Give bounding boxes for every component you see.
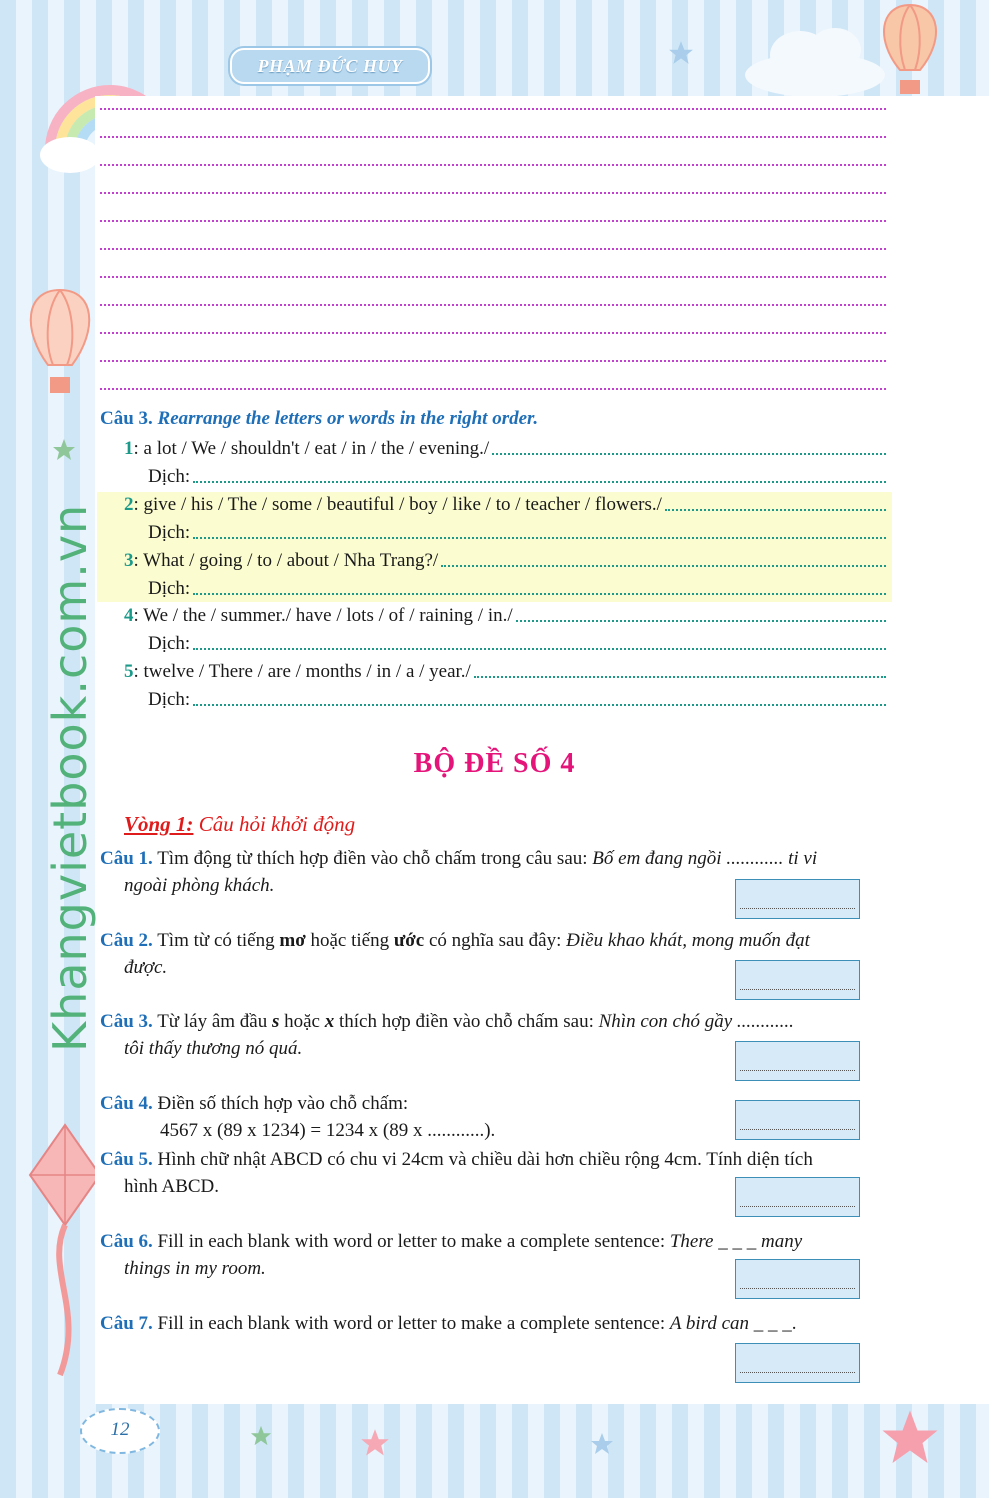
question-text: Tìm động từ thích hợp điền vào chỗ chấm trong câu sau:	[152, 848, 593, 869]
answer-line[interactable]	[100, 332, 886, 334]
question-sentence: There _ _ _ many	[669, 1231, 803, 1252]
answer-box[interactable]	[735, 1343, 860, 1383]
answer-line[interactable]	[100, 360, 886, 362]
keyword: x	[324, 1011, 335, 1032]
rearrange-item	[124, 436, 886, 460]
hot-air-balloon-icon	[20, 285, 100, 405]
question-sentence: Bố em đang ngồi ............ ti vi	[592, 848, 818, 869]
rearrange-item	[124, 492, 886, 516]
translation-row	[148, 520, 886, 544]
answer-box[interactable]	[735, 1259, 860, 1299]
answer-line[interactable]	[492, 453, 886, 455]
item-number: 3	[124, 550, 134, 571]
kite-illustration	[25, 1120, 105, 1380]
item-text: : What / going / to / about / Nha Trang?/	[133, 550, 439, 571]
author-tag: PHẠM ĐỨC HUY	[230, 48, 430, 84]
item-text: : We / the / summer./ have / lots / of / raining / in./	[133, 605, 513, 626]
hot-air-balloon-icon	[870, 0, 950, 100]
star-icon	[360, 1428, 390, 1458]
question-label: Câu 1.	[100, 848, 153, 869]
question-sentence: things in my room.	[124, 1258, 266, 1279]
question-text: Fill in each blank with word or letter to make a complete sentence:	[152, 1313, 670, 1334]
item-number: 4	[124, 605, 134, 626]
translation-row	[148, 631, 886, 655]
answer-line[interactable]	[474, 676, 886, 678]
answer-line[interactable]	[100, 108, 886, 110]
item-number: 1	[124, 438, 134, 459]
question-sentence: tôi thấy thương nó quá.	[124, 1038, 303, 1059]
answer-line[interactable]	[100, 220, 886, 222]
section-title: BỘ ĐỀ SỐ 4	[413, 748, 576, 779]
star-icon	[880, 1408, 940, 1468]
watermark-text: Khangvietbook.com.vn	[43, 503, 97, 1052]
exercise-instruction: Rearrange the letters or words in the right order.	[157, 408, 539, 429]
question-sentence: A bird can _ _ _	[669, 1313, 792, 1334]
page-number: 12	[80, 1408, 160, 1454]
answer-box[interactable]	[735, 879, 860, 919]
answer-line[interactable]	[665, 509, 886, 511]
question-text: Fill in each blank with word or letter to make a complete sentence:	[152, 1231, 670, 1252]
keyword: ước	[393, 930, 425, 951]
item-text: : a lot / We / shouldn't / eat / in / the / evening./	[133, 438, 490, 459]
answer-line[interactable]	[193, 481, 886, 483]
question-text: có nghĩa sau đây:	[424, 930, 567, 951]
translate-label: Dịch:	[148, 633, 191, 654]
rearrange-item	[124, 603, 886, 627]
rearrange-item	[124, 548, 886, 572]
translation-row	[148, 464, 886, 488]
answer-box[interactable]	[735, 1041, 860, 1081]
translate-label: Dịch:	[148, 689, 191, 710]
keyword: s	[271, 1011, 280, 1032]
question-sentence: Nhìn con chó gầy ............	[598, 1011, 794, 1032]
question-label: Câu 2.	[100, 930, 153, 951]
question-text: thích hợp điền vào chỗ chấm sau:	[334, 1011, 599, 1032]
question-label: Câu 3.	[100, 1011, 153, 1032]
question-7	[100, 1310, 892, 1337]
answer-line[interactable]	[193, 593, 886, 595]
answer-line[interactable]	[441, 565, 886, 567]
question-text: .	[791, 1313, 797, 1334]
answer-line[interactable]	[100, 304, 886, 306]
translate-label: Dịch:	[148, 578, 191, 599]
answer-line[interactable]	[100, 164, 886, 166]
question-text: hoặc tiếng	[305, 930, 394, 951]
cloud-illustration	[740, 20, 890, 100]
question-sentence: Điều khao khát, mong muốn đạt	[566, 930, 810, 951]
question-label: Câu 5.	[100, 1149, 153, 1170]
translate-label: Dịch:	[148, 522, 191, 543]
question-sentence: ngoài phòng khách.	[124, 875, 275, 896]
answer-line[interactable]	[100, 388, 886, 390]
star-icon	[250, 1425, 272, 1447]
translation-row	[148, 576, 886, 600]
answer-box[interactable]	[735, 1177, 860, 1217]
round-label: Vòng 1:	[124, 812, 194, 836]
question-text: hình ABCD.	[124, 1176, 220, 1197]
question-expression: 4567 x (89 x 1234) = 1234 x (89 x ............).	[160, 1120, 496, 1141]
item-number: 2	[124, 494, 134, 515]
question-text: Tìm từ có tiếng	[152, 930, 280, 951]
answer-line[interactable]	[516, 620, 886, 622]
question-text: Từ láy âm đầu	[152, 1011, 272, 1032]
item-text: : give / his / The / some / beautiful / boy / like / to / teacher / flowers./	[133, 494, 662, 515]
answer-box[interactable]	[735, 960, 860, 1000]
answer-line[interactable]	[100, 248, 886, 250]
answer-line[interactable]	[193, 537, 886, 539]
question-label: Câu 7.	[100, 1313, 153, 1334]
answer-line[interactable]	[193, 704, 886, 706]
question-sentence: được.	[124, 957, 168, 978]
exercise-label: Câu 3.	[100, 408, 153, 429]
question-label: Câu 4.	[100, 1093, 153, 1114]
question-label: Câu 6.	[100, 1231, 153, 1252]
answer-line[interactable]	[100, 192, 886, 194]
question-text: hoặc	[279, 1011, 325, 1032]
exercise-heading	[100, 408, 538, 430]
answer-box[interactable]	[735, 1100, 860, 1140]
star-icon	[52, 438, 76, 462]
answer-line[interactable]	[100, 136, 886, 138]
star-icon	[668, 40, 694, 66]
answer-line[interactable]	[100, 276, 886, 278]
question-text: Hình chữ nhật ABCD có chu vi 24cm và chiều dài hơn chiều rộng 4cm. Tính diện tích	[152, 1149, 813, 1170]
translate-label: Dịch:	[148, 466, 191, 487]
question-text: Điền số thích hợp vào chỗ chấm:	[152, 1093, 409, 1114]
answer-line[interactable]	[193, 648, 886, 650]
item-text: : twelve / There / are / months / in / a / year./	[133, 661, 471, 682]
keyword: mơ	[279, 930, 306, 951]
round-title: Câu hỏi khởi động	[193, 812, 356, 836]
item-number: 5	[124, 661, 134, 682]
rearrange-item	[124, 659, 886, 683]
round-heading	[124, 812, 355, 837]
star-icon	[590, 1432, 614, 1456]
translation-row	[148, 687, 886, 711]
